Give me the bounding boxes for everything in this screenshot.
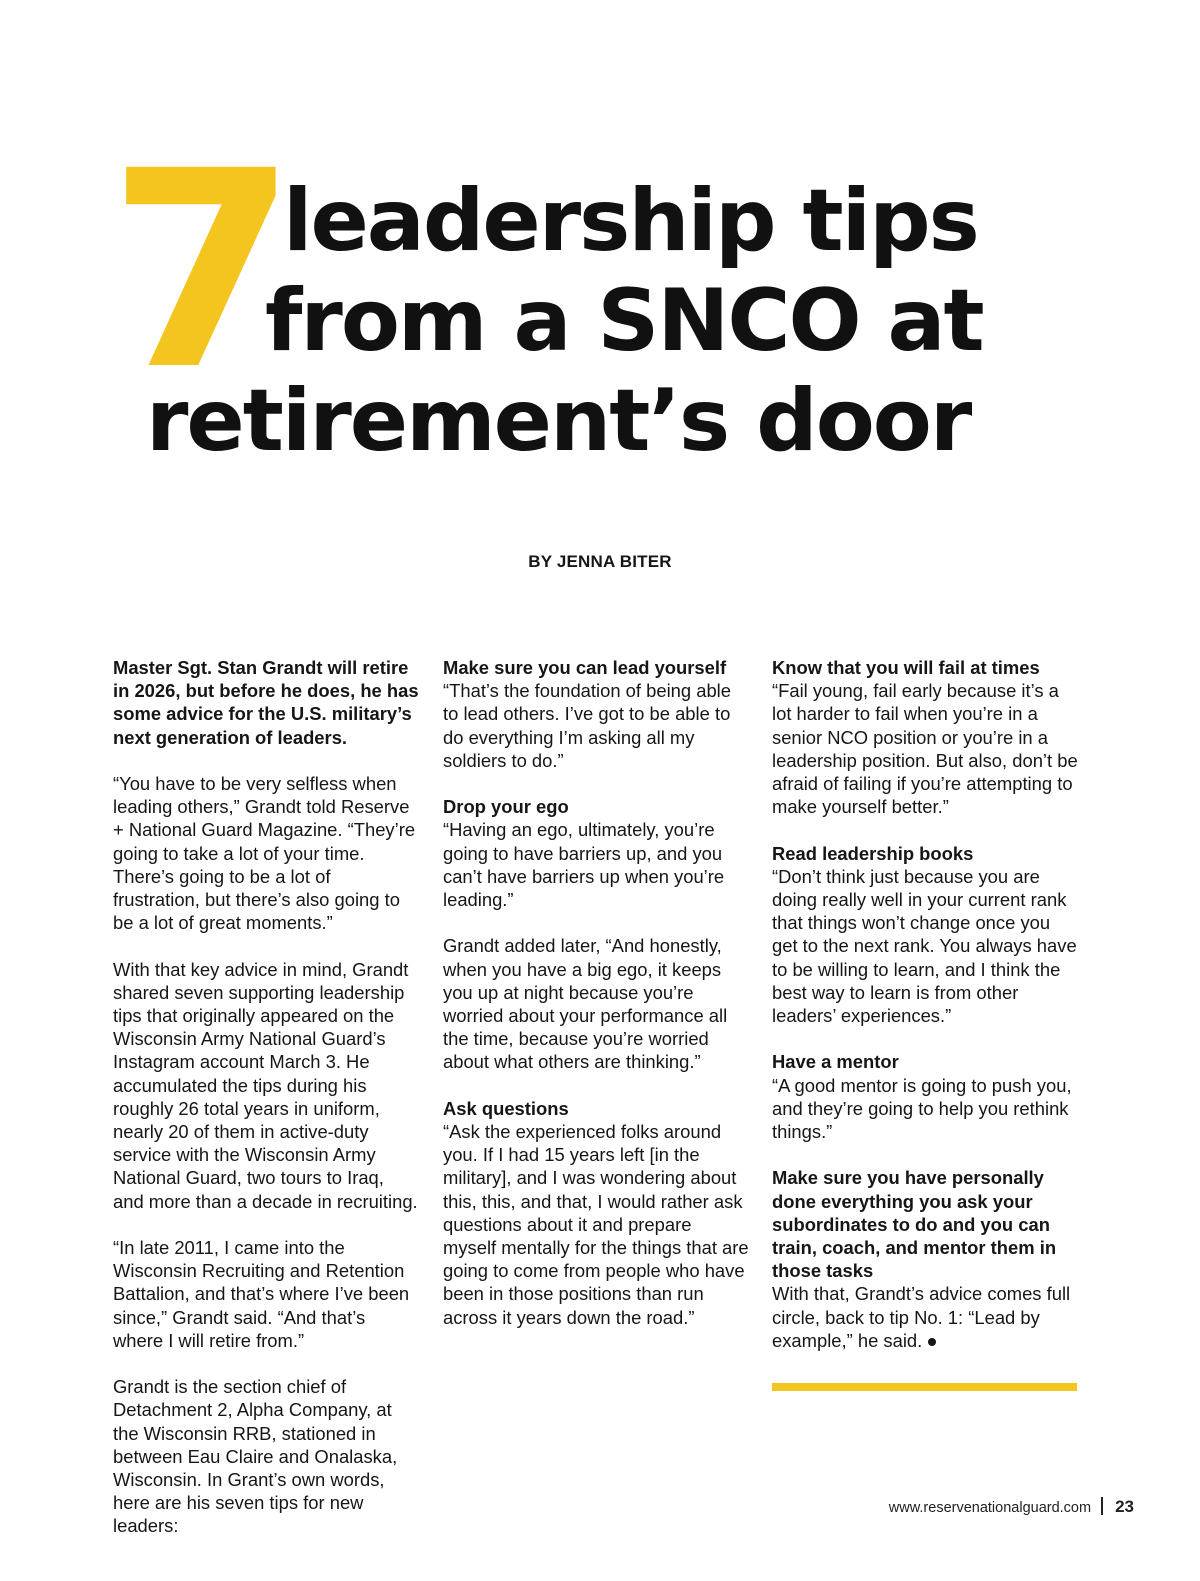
footer-url: www.reservenationalguard.com [888,1500,1092,1516]
headline [0,0,1200,470]
tip-4 [772,656,1078,818]
column-3 [772,656,1078,1375]
tip-title: Read leadership books [772,842,974,864]
tip-2-continued [443,934,749,1073]
end-mark-icon [928,1338,936,1346]
headline-number: 7 [108,114,292,430]
tip-3 [443,1097,749,1329]
tip-body [772,1282,1078,1352]
byline: BY JENNA BITER [528,552,672,571]
tip-body: “Don’t think just because you are doing really well in your current rank that things won’t change once you get to the next rank. You always have to be willing to learn, and I think the best way to learn is from other leaders’ experiences.” [772,865,1077,1027]
tip-body-text: With that, Grandt’s advice comes full circle, back to tip No. 1: “Lead by example,” he said. [772,1283,1071,1351]
tip-title: Make sure you can lead yourself [443,657,727,678]
paragraph: With that key advice in mind, Grandt shared seven supporting leadership tips that originally appeared on the Wisconsin Army National Guard’s Instagram account March 3. He accumulated the tips during his roughly 26 total years in uniform, nearly 20 of them in active-duty service with the Wisconsin Army National Guard, two tours to Iraq, and more than a decade in recruiting. [113,958,418,1212]
gold-rule-divider [772,1383,1077,1391]
tip-title: Know that you will fail at times [772,657,1040,678]
tip-body: “That’s the foundation of being able to lead others. I’ve got to be able to do everything I’m asking all my soldiers to do.” [443,680,731,771]
tip-body: “Ask the experienced folks around you. If I had 15 years left [in the military], and I was wondering about this, this, and that, I would rather ask questions about it and prepare myself mentally for the things that are going to come from people who have been in those positions than run across it years down the road.” [443,1121,749,1328]
tip-2 [443,795,749,911]
paragraph: “In late 2011, I came into the Wisconsin Recruiting and Retention Battalion, and that’s where I’ve been since,” Grandt said. “And that’s where I will retire from.” [113,1237,410,1351]
headline-line-3: retirement’s door [146,371,971,471]
tip-6 [772,1050,1078,1143]
lead-paragraph: Master Sgt. Stan Grandt will retire in 2026, but before he does, he has some advice for the U.S. military’s next generation of leaders. [113,657,419,748]
tip-title: Have a mentor [772,1051,899,1073]
tip-body: “Fail young, fail early because it’s a lot harder to fail when you’re in a senior NCO position or you’re in a leadership position. But also, don’t be afraid of failing if you’re attempting to make yourself better.” [772,680,1078,818]
tip-title: Make sure you have personally done everything you ask your subordinates to do and you can train, coach, and mentor them in those tasks [772,1167,1057,1282]
tip-5 [772,842,1078,1028]
tip-7 [772,1166,1078,1352]
footer-separator [1101,1497,1103,1515]
tip-title: Drop your ego [443,796,569,818]
column-1 [113,656,419,1537]
tip-body: “A good mentor is going to push you, and they’re going to help you rethink things.” [772,1074,1072,1143]
column-2 [443,656,749,1352]
headline-line-2: from a SNCO at [265,271,983,371]
paragraph: Grandt is the section chief of Detachment 2, Alpha Company, at the Wisconsin RRB, stationed in between Eau Claire and Onalaska, Wisconsin. In Grant’s own words, here are his seven tips for new leaders: [113,1376,398,1537]
headline-line-1: leadership tips [283,171,978,271]
paragraph: Grandt added later, “And honestly, when you have a big ego, it keeps you up at night because you’re worried about your performance all the time, because you’re worried about what others are thinking.” [443,935,728,1073]
paragraph: “You have to be very selfless when leading others,” Grandt told Reserve + National Guard Magazine. “They’re going to take a lot of your time. There’s going to be a lot of frustration, but there’s also going to be a lot of great moments.” [113,773,416,934]
tip-body: “Having an ego, ultimately, you’re going to have barriers up, and you can’t have barriers up when you’re leading.” [443,819,725,911]
tip-1 [443,656,749,772]
tip-title: Ask questions [443,1097,569,1119]
page-footer [889,1497,1134,1517]
page-number: 23 [1115,1497,1134,1516]
